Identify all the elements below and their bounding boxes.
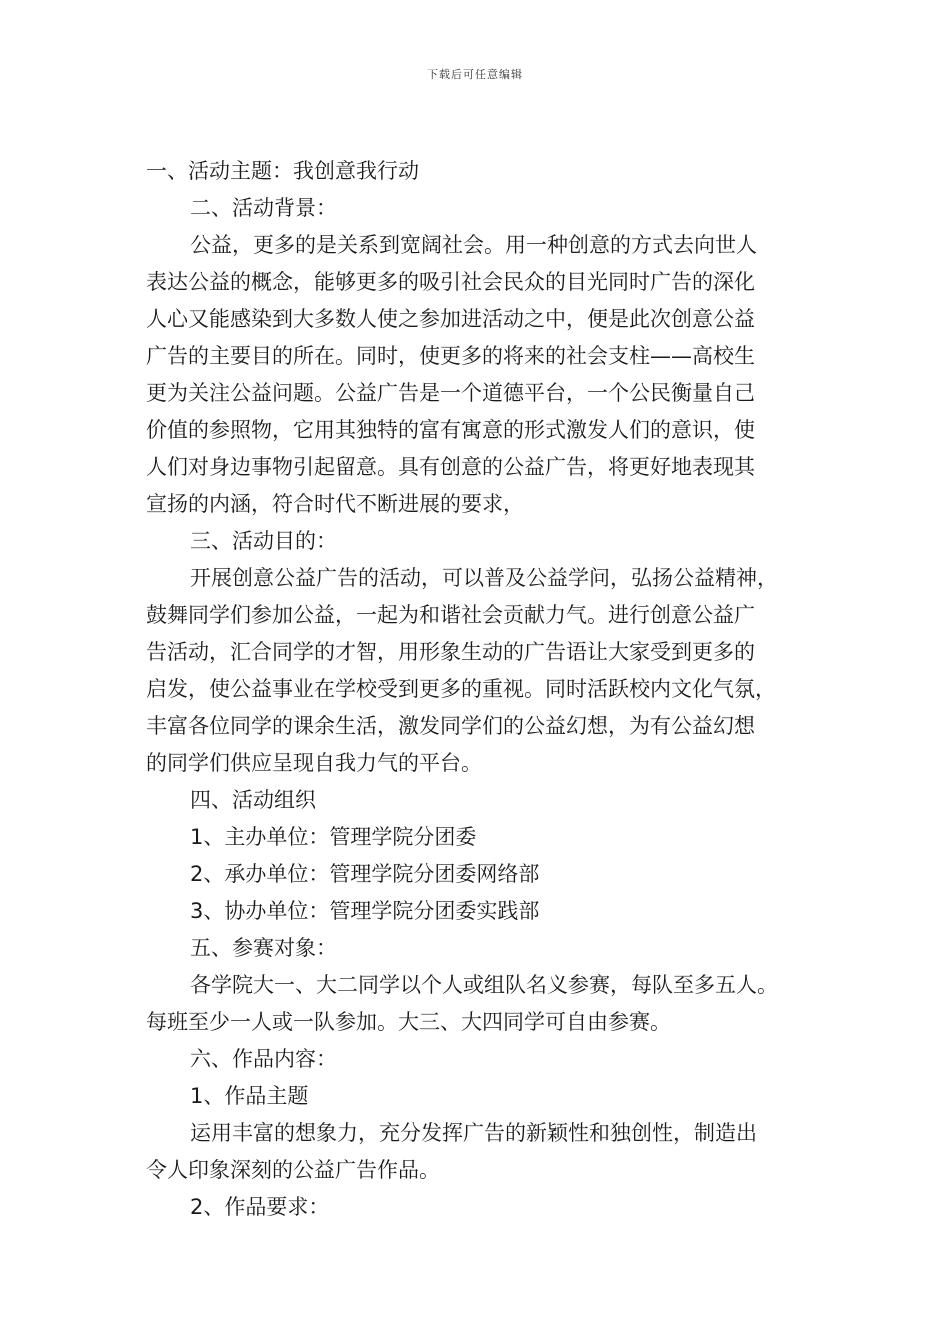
text-line: 更为关注公益问题。公益广告是一个道德平台，一个公民衡量自己 bbox=[146, 381, 755, 405]
text-line: 丰富各位同学的课余生活，激发同学们的公益幻想，为有公益幻想 bbox=[146, 714, 755, 738]
page-header: 下载后可任意编辑 bbox=[427, 68, 523, 81]
text-line: 价值的参照物，它用其独特的富有寓意的形式激发人们的意识，使 bbox=[146, 418, 755, 442]
text-line: 五、参赛对象： bbox=[190, 936, 337, 960]
text-line: 告活动，汇合同学的才智，用形象生动的广告语让大家受到更多的 bbox=[146, 640, 755, 664]
text-line: 的同学们供应呈现自我力气的平台。 bbox=[146, 751, 482, 775]
text-line: 3、协办单位：管理学院分团委实践部 bbox=[190, 899, 540, 923]
text-line: 表达公益的概念，能够更多的吸引社会民众的目光同时广告的深化 bbox=[146, 270, 755, 294]
text-line: 六、作品内容： bbox=[190, 1047, 337, 1071]
text-line: 四、活动组织 bbox=[190, 788, 316, 812]
text-line: 人心又能感染到大多数人使之参加进活动之中，便是此次创意公益 bbox=[146, 307, 755, 331]
text-line: 各学院大一、大二同学以个人或组队名义参赛，每队至多五人。 bbox=[190, 973, 778, 997]
text-line: 启发，使公益事业在学校受到更多的重视。同时活跃校内文化气氛， bbox=[146, 677, 776, 701]
text-line: 人们对身边事物引起留意。具有创意的公益广告，将更好地表现其 bbox=[146, 455, 755, 479]
text-line: 2、作品要求： bbox=[190, 1195, 330, 1219]
text-line: 三、活动目的： bbox=[190, 529, 337, 553]
text-line: 令人印象深刻的公益广告作品。 bbox=[146, 1158, 440, 1182]
text-line: 1、作品主题 bbox=[190, 1084, 309, 1108]
text-line: 宣扬的内涵，符合时代不断进展的要求， bbox=[146, 492, 524, 516]
text-line: 2、承办单位：管理学院分团委网络部 bbox=[190, 862, 540, 886]
text-line: 每班至少一人或一队参加。大三、大四同学可自由参赛。 bbox=[146, 1010, 671, 1034]
text-line: 运用丰富的想象力，充分发挥广告的新颖性和独创性，制造出 bbox=[190, 1121, 757, 1145]
document-body bbox=[146, 153, 836, 1226]
text-line: 开展创意公益广告的活动，可以普及公益学问，弘扬公益精神， bbox=[190, 566, 778, 590]
text-line: 二、活动背景： bbox=[190, 196, 337, 220]
text-line: 一、活动主题：我创意我行动 bbox=[146, 159, 419, 183]
text-line: 1、主办单位：管理学院分团委 bbox=[190, 825, 477, 849]
text-line: 鼓舞同学们参加公益，一起为和谐社会贡献力气。进行创意公益广 bbox=[146, 603, 755, 627]
text-line: 公益，更多的是关系到宽阔社会。用一种创意的方式去向世人 bbox=[190, 233, 757, 257]
text-line: 广告的主要目的所在。同时，使更多的将来的社会支柱——高校生 bbox=[146, 344, 755, 368]
